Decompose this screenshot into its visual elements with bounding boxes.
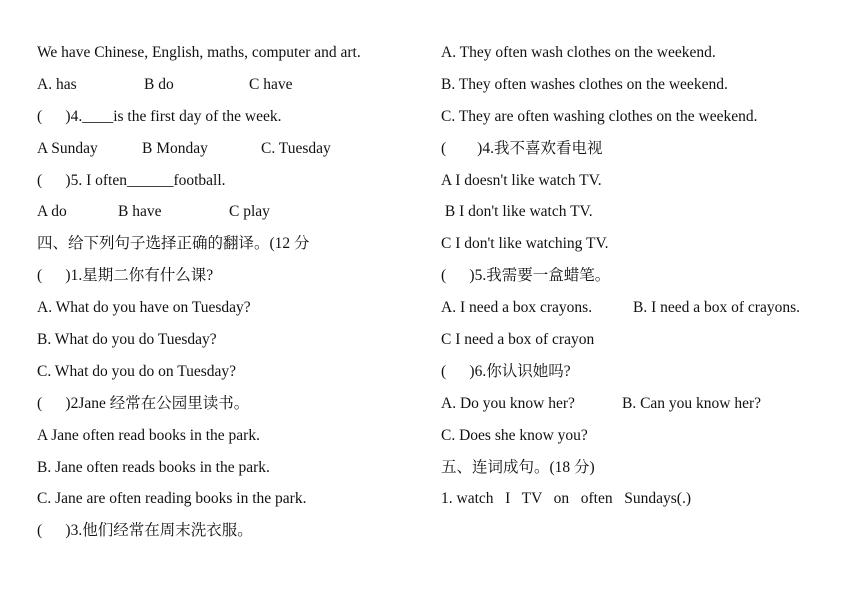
option-a-line: A Jane often read books in the park.: [37, 426, 260, 444]
options-row-q5: [441, 297, 851, 329]
options-row-q4: [37, 138, 427, 170]
option-b: B. I need a box of crayons.: [633, 299, 801, 317]
question-4: ( )4.我不喜欢看电视: [441, 139, 603, 157]
sentence-line: We have Chinese, English, maths, computer and art.: [37, 44, 361, 61]
option-c: C have: [249, 75, 293, 93]
right-column: [441, 42, 851, 520]
question-6: ( )6.你认识她吗?: [441, 362, 571, 380]
option-c: C. Tuesday: [261, 139, 331, 157]
options-row-q6: [441, 393, 851, 425]
question-1: ( )1.星期二你有什么课?: [37, 267, 214, 285]
option-c-line: C. Jane are often reading books in the park.: [37, 490, 307, 508]
option-b-line: B I don't like watch TV.: [441, 203, 593, 221]
option-c-line: C. They are often washing clothes on the weekend.: [441, 107, 758, 125]
option-a-line: A. They often wash clothes on the weekend.: [441, 44, 716, 61]
option-a: A Sunday: [37, 139, 98, 157]
section-heading: 四、给下列句子选择正确的翻译。(12 分: [37, 235, 310, 253]
option-b: B have: [118, 203, 162, 221]
option-a: A. I need a box crayons.: [441, 299, 593, 317]
question-3: ( )3.他们经常在周末洗衣服。: [37, 522, 253, 540]
options-row-q5: [37, 201, 427, 233]
left-column: [37, 42, 427, 552]
option-c-line: C. Does she know you?: [441, 426, 588, 444]
option-b-line: B. What do you do Tuesday?: [37, 331, 217, 349]
option-a-line: A I doesn't like watch TV.: [441, 171, 602, 189]
question-5: ( )5.我需要一盒蜡笔。: [441, 267, 611, 285]
options-row-q3: [37, 74, 427, 106]
option-a-line: A. What do you have on Tuesday?: [37, 299, 251, 317]
option-b: B. Can you know her?: [622, 394, 762, 412]
option-c: C play: [229, 203, 270, 221]
question-2: ( )2Jane 经常在公园里读书。: [37, 394, 250, 412]
question-4: ( )4.____is the first day of the week.: [37, 107, 282, 125]
question-1: 1. watch I TV on often Sundays(.): [441, 490, 691, 508]
option-c-line: C I don't like watching TV.: [441, 235, 609, 253]
option-a: A. Do you know her?: [441, 394, 575, 412]
option-b-line: B. They often washes clothes on the weekend.: [441, 75, 728, 93]
section-heading: 五、连词成句。(18 分): [441, 458, 595, 476]
option-a: A do: [37, 203, 67, 221]
option-b-line: B. Jane often reads books in the park.: [37, 458, 270, 476]
option-a: A. has: [37, 75, 77, 93]
option-c-line: C. What do you do on Tuesday?: [37, 362, 237, 380]
option-b: B do: [144, 75, 174, 93]
option-c-line: C I need a box of crayon: [441, 331, 595, 349]
question-5: ( )5. I often______football.: [37, 171, 226, 189]
option-b: B Monday: [142, 139, 208, 157]
